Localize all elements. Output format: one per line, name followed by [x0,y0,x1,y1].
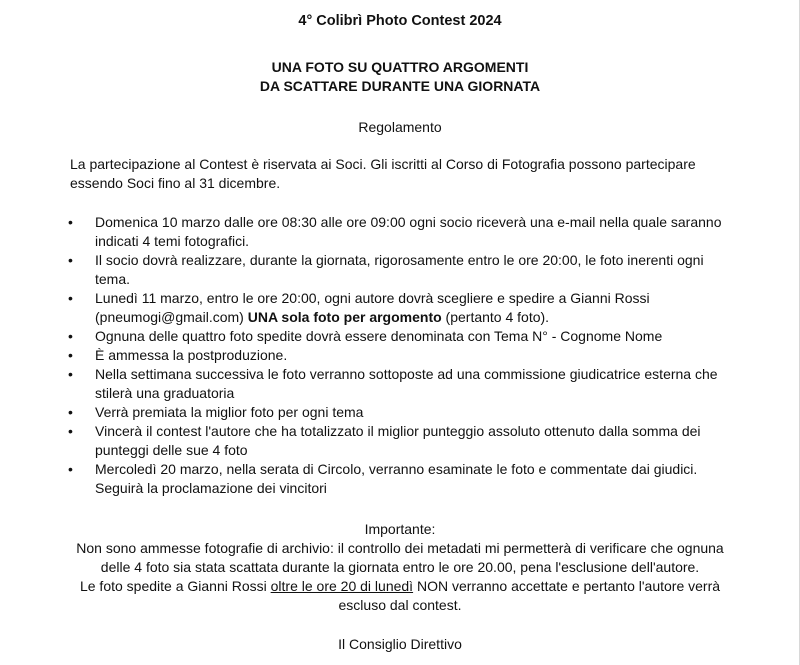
important-line-4: escluso dal contest. [338,597,462,613]
underlined-deadline: oltre le ore 20 di lunedì [270,578,414,594]
list-item: • È ammessa la postproduzione. [68,347,288,363]
subtitle-line-2: DA SCATTARE DURANTE UNA GIORNATA [259,78,541,94]
bullet-icon: • [68,404,73,420]
list-item: • Domenica 10 marzo dalle ore 08:30 alle ore 09:00 ogni socio riceverà una e-mail nella quale saranno indicati 4 temi fotografici. [68,214,722,249]
page-title: 4° Colibrì Photo Contest 2024 [298,13,502,29]
important-heading: Importante: [364,521,436,537]
list-item: • Verrà premiata la miglior foto per ogni tema [68,404,364,420]
list-item: • Lunedì 11 marzo, entro le ore 20:00, ogni autore dovrà scegliere e spedire a Gianni Rossi (pneumogi@gmail.com) UNA sola foto per argomento (pertanto 4 foto). [68,290,650,325]
important-line-3: Le foto spedite a Gianni Rossi oltre le ore 20 di lunedì NON verranno accettate e pertanto l'autore verrà [79,578,721,594]
bullet-icon: • [68,461,73,477]
bullet-icon: • [68,366,73,382]
bullet-icon: • [68,252,73,268]
bullet-icon: • [68,347,73,363]
important-line-1: Non sono ammesse fotografie di archivio: il controllo dei metadati mi permetterà di verificare che ognuna [76,540,724,556]
page-subtitle [0,58,800,96]
list-item: • Il socio dovrà realizzare, durante la giornata, rigorosamente entro le ore 20:00, le foto inerenti ogni tema. [68,252,704,287]
rules-list [0,213,800,498]
list-item: • Ognuna delle quattro foto spedite dovrà essere denominata con Tema N° - Cognome Nome [68,328,663,344]
bullet-icon: • [68,328,73,344]
bullet-icon: • [68,214,73,230]
list-item: • Mercoledì 20 marzo, nella serata di Circolo, verranno esaminate le foto e commentate dai giudici. Seguirà la proclamazione dei vincitori [68,461,698,496]
bold-emphasis: UNA sola foto per argomento [247,309,442,325]
intro-paragraph: La partecipazione al Contest è riservata ai Soci. Gli iscritti al Corso di Fotografia possono partecipare essendo Soci fino al 31 dicembre. [70,156,696,191]
bullet-icon: • [68,423,73,439]
subtitle-line-1: UNA FOTO SU QUATTRO ARGOMENTI [271,59,529,75]
important-line-2: delle 4 foto sia stata scattata durante la giornata entro le ore 20.00, pena l'esclusione dell'autore. [100,559,700,575]
list-item: • Nella settimana successiva le foto verranno sottoposte ad una commissione giudicatrice esterna che stilerà una graduatoria [68,366,718,401]
list-item: • Vincerà il contest l'autore che ha totalizzato il miglior punteggio assoluto ottenuto dalla somma dei punteggi delle sue 4 foto [68,423,701,458]
important-notice [0,520,800,615]
section-heading: Regolamento [358,119,442,135]
signature: Il Consiglio Direttivo [338,636,462,652]
bullet-icon: • [68,290,73,306]
